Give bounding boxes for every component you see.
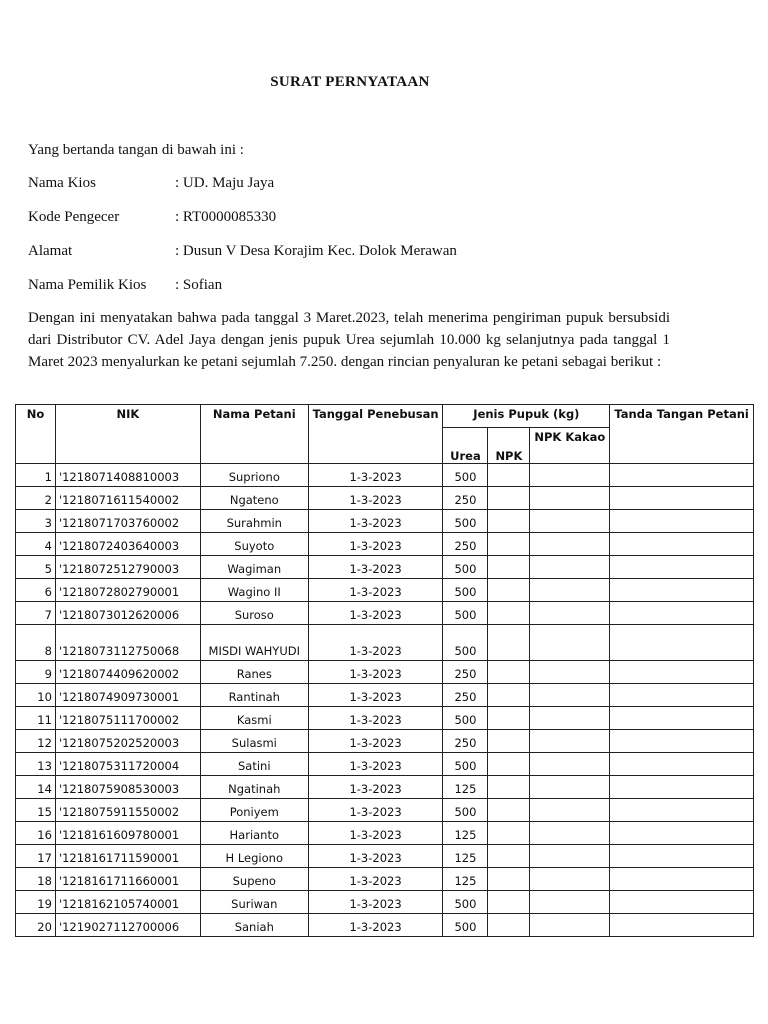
cell-nama-petani: MISDI WAHYUDI [200, 625, 308, 661]
cell-npk [488, 661, 530, 684]
cell-urea: 250 [443, 533, 488, 556]
cell-nik: '1218075311720004 [55, 753, 200, 776]
cell-nik: '1218071611540002 [55, 487, 200, 510]
cell-urea: 125 [443, 776, 488, 799]
table-row [16, 753, 754, 776]
cell-npk [488, 845, 530, 868]
table-row [16, 625, 754, 661]
table-row [16, 684, 754, 707]
cell-tanggal: 1-3-2023 [308, 464, 443, 487]
cell-nik: '1218162105740001 [55, 891, 200, 914]
cell-nama-petani: Rantinah [200, 684, 308, 707]
cell-tanggal: 1-3-2023 [308, 661, 443, 684]
cell-tanda-tangan [610, 625, 754, 661]
cell-tanggal: 1-3-2023 [308, 556, 443, 579]
cell-urea: 500 [443, 799, 488, 822]
statement-paragraph: Dengan ini menyatakan bahwa pada tanggal 3 Maret.2023, telah menerima pengiriman pupuk bersubsidi dari Distributor CV. Adel Jaya dengan jenis pupuk Urea sejumlah 10.000 kg selanjutnya pada tanggal 1 Maret 2023 menyalurkan ke petani sejumlah 7.250. dengan rincian penyaluran ke petani sebagai berikut : [28, 310, 670, 370]
cell-nik: '1218074909730001 [55, 684, 200, 707]
field-value: : Dusun V Desa Korajim Kec. Dolok Merawan [175, 243, 457, 259]
cell-no: 3 [16, 510, 56, 533]
header-npk: NPK [488, 428, 530, 464]
cell-tanggal: 1-3-2023 [308, 776, 443, 799]
cell-tanggal: 1-3-2023 [308, 845, 443, 868]
cell-tanggal: 1-3-2023 [308, 684, 443, 707]
cell-no: 7 [16, 602, 56, 625]
field-label: Kode Pengecer [28, 209, 120, 225]
cell-urea: 500 [443, 914, 488, 937]
cell-tanda-tangan [610, 602, 754, 625]
cell-nik: '1218161609780001 [55, 822, 200, 845]
cell-no: 8 [16, 625, 56, 661]
cell-no: 17 [16, 845, 56, 868]
cell-tanda-tangan [610, 579, 754, 602]
cell-urea: 500 [443, 579, 488, 602]
cell-npk-kakao [530, 556, 610, 579]
field-value: : UD. Maju Jaya [175, 175, 275, 191]
cell-tanggal: 1-3-2023 [308, 914, 443, 937]
cell-nik: '1218161711660001 [55, 868, 200, 891]
cell-tanggal: 1-3-2023 [308, 822, 443, 845]
cell-nik: '1218075202520003 [55, 730, 200, 753]
cell-urea: 500 [443, 625, 488, 661]
cell-npk-kakao [530, 707, 610, 730]
cell-npk [488, 914, 530, 937]
cell-no: 14 [16, 776, 56, 799]
cell-tanda-tangan [610, 707, 754, 730]
cell-tanda-tangan [610, 661, 754, 684]
cell-no: 11 [16, 707, 56, 730]
cell-npk [488, 533, 530, 556]
cell-npk [488, 464, 530, 487]
field-value: : RT0000085330 [175, 209, 277, 225]
cell-npk-kakao [530, 891, 610, 914]
header-nik: NIK [55, 405, 200, 464]
cell-npk-kakao [530, 776, 610, 799]
table-row [16, 556, 754, 579]
cell-nama-petani: H Legiono [200, 845, 308, 868]
cell-tanda-tangan [610, 464, 754, 487]
table-row [16, 868, 754, 891]
cell-nama-petani: Wagino II [200, 579, 308, 602]
cell-no: 20 [16, 914, 56, 937]
cell-nik: '1218073112750068 [55, 625, 200, 661]
cell-no: 16 [16, 822, 56, 845]
cell-nama-petani: Ngateno [200, 487, 308, 510]
table-row [16, 707, 754, 730]
distribution-table [15, 404, 754, 937]
cell-tanggal: 1-3-2023 [308, 730, 443, 753]
field-nama-pemilik [28, 277, 222, 294]
field-nama-kios [28, 175, 274, 192]
field-label: Alamat [28, 243, 73, 259]
cell-urea: 500 [443, 753, 488, 776]
cell-urea: 250 [443, 661, 488, 684]
cell-nik: '1218075111700002 [55, 707, 200, 730]
table-row [16, 776, 754, 799]
cell-nik: '1218071408810003 [55, 464, 200, 487]
cell-npk-kakao [530, 753, 610, 776]
cell-npk-kakao [530, 487, 610, 510]
table-row [16, 533, 754, 556]
cell-tanggal: 1-3-2023 [308, 510, 443, 533]
field-kode-pengecer [28, 209, 276, 226]
cell-no: 1 [16, 464, 56, 487]
table-row [16, 730, 754, 753]
cell-nik: '1218074409620002 [55, 661, 200, 684]
table-body [16, 464, 754, 937]
cell-urea: 500 [443, 602, 488, 625]
header-urea: Urea [443, 428, 488, 464]
cell-nik: '1218075908530003 [55, 776, 200, 799]
cell-no: 15 [16, 799, 56, 822]
cell-nik: '1218072512790003 [55, 556, 200, 579]
cell-urea: 250 [443, 684, 488, 707]
cell-nama-petani: Suriwan [200, 891, 308, 914]
cell-npk [488, 510, 530, 533]
cell-urea: 500 [443, 707, 488, 730]
cell-npk [488, 707, 530, 730]
cell-no: 2 [16, 487, 56, 510]
table-row [16, 510, 754, 533]
cell-npk-kakao [530, 533, 610, 556]
cell-tanggal: 1-3-2023 [308, 579, 443, 602]
cell-no: 4 [16, 533, 56, 556]
cell-npk-kakao [530, 579, 610, 602]
header-nama-petani: Nama Petani [200, 405, 308, 464]
cell-tanggal: 1-3-2023 [308, 625, 443, 661]
cell-urea: 125 [443, 845, 488, 868]
cell-nama-petani: Kasmi [200, 707, 308, 730]
table-row [16, 845, 754, 868]
cell-npk [488, 487, 530, 510]
cell-npk [488, 822, 530, 845]
field-value: : Sofian [175, 277, 223, 293]
cell-urea: 125 [443, 822, 488, 845]
cell-tanda-tangan [610, 556, 754, 579]
cell-tanda-tangan [610, 799, 754, 822]
cell-tanda-tangan [610, 822, 754, 845]
table-row [16, 661, 754, 684]
cell-npk [488, 753, 530, 776]
cell-npk [488, 868, 530, 891]
cell-nama-petani: Suyoto [200, 533, 308, 556]
cell-tanggal: 1-3-2023 [308, 707, 443, 730]
cell-no: 9 [16, 661, 56, 684]
cell-nama-petani: Surahmin [200, 510, 308, 533]
cell-no: 19 [16, 891, 56, 914]
cell-nik: '1218161711590001 [55, 845, 200, 868]
cell-nama-petani: Wagiman [200, 556, 308, 579]
cell-npk [488, 625, 530, 661]
cell-nama-petani: Harianto [200, 822, 308, 845]
cell-npk [488, 602, 530, 625]
cell-nik: '1218075911550002 [55, 799, 200, 822]
cell-npk-kakao [530, 684, 610, 707]
cell-nik: '1218073012620006 [55, 602, 200, 625]
cell-tanggal: 1-3-2023 [308, 602, 443, 625]
header-no: No [16, 405, 56, 464]
cell-tanda-tangan [610, 684, 754, 707]
cell-tanda-tangan [610, 845, 754, 868]
cell-nik: '1218072802790001 [55, 579, 200, 602]
cell-tanda-tangan [610, 776, 754, 799]
cell-nama-petani: Supeno [200, 868, 308, 891]
cell-tanggal: 1-3-2023 [308, 868, 443, 891]
cell-nama-petani: Poniyem [200, 799, 308, 822]
cell-no: 18 [16, 868, 56, 891]
cell-npk-kakao [530, 914, 610, 937]
cell-tanda-tangan [610, 533, 754, 556]
table-row [16, 799, 754, 822]
cell-no: 5 [16, 556, 56, 579]
cell-urea: 500 [443, 510, 488, 533]
cell-tanda-tangan [610, 891, 754, 914]
cell-no: 10 [16, 684, 56, 707]
cell-tanggal: 1-3-2023 [308, 891, 443, 914]
cell-tanda-tangan [610, 730, 754, 753]
table-row [16, 914, 754, 937]
cell-nama-petani: Ngatinah [200, 776, 308, 799]
cell-npk [488, 776, 530, 799]
cell-nik: '1218071703760002 [55, 510, 200, 533]
cell-nama-petani: Supriono [200, 464, 308, 487]
cell-nama-petani: Saniah [200, 914, 308, 937]
cell-npk [488, 891, 530, 914]
cell-npk-kakao [530, 730, 610, 753]
cell-tanda-tangan [610, 868, 754, 891]
header-tanda-tangan: Tanda Tangan Petani [610, 405, 754, 464]
cell-npk-kakao [530, 464, 610, 487]
cell-npk-kakao [530, 510, 610, 533]
field-label: Nama Pemilik Kios [28, 277, 147, 293]
cell-tanggal: 1-3-2023 [308, 753, 443, 776]
cell-urea: 125 [443, 868, 488, 891]
cell-tanda-tangan [610, 914, 754, 937]
table-row [16, 487, 754, 510]
cell-urea: 250 [443, 730, 488, 753]
cell-no: 12 [16, 730, 56, 753]
cell-nama-petani: Satini [200, 753, 308, 776]
table-row [16, 891, 754, 914]
header-tanggal-penebusan: Tanggal Penebusan [308, 405, 443, 464]
cell-tanggal: 1-3-2023 [308, 487, 443, 510]
cell-npk [488, 579, 530, 602]
cell-npk-kakao [530, 661, 610, 684]
cell-npk [488, 730, 530, 753]
header-jenis-pupuk: Jenis Pupuk (kg) [443, 405, 610, 428]
cell-tanggal: 1-3-2023 [308, 533, 443, 556]
cell-nama-petani: Suroso [200, 602, 308, 625]
cell-urea: 500 [443, 464, 488, 487]
table-row [16, 464, 754, 487]
cell-tanda-tangan [610, 510, 754, 533]
cell-urea: 500 [443, 891, 488, 914]
cell-nik: '1218072403640003 [55, 533, 200, 556]
cell-tanggal: 1-3-2023 [308, 799, 443, 822]
cell-urea: 500 [443, 556, 488, 579]
cell-tanda-tangan [610, 753, 754, 776]
cell-urea: 250 [443, 487, 488, 510]
document-title: SURAT PERNYATAAN [270, 74, 430, 90]
cell-npk [488, 799, 530, 822]
header-npk-kakao: NPK Kakao [530, 428, 610, 464]
cell-npk [488, 556, 530, 579]
cell-no: 6 [16, 579, 56, 602]
table-row [16, 822, 754, 845]
field-alamat [28, 243, 457, 260]
cell-nama-petani: Sulasmi [200, 730, 308, 753]
cell-no: 13 [16, 753, 56, 776]
cell-nik: '1219027112700006 [55, 914, 200, 937]
cell-npk [488, 684, 530, 707]
cell-npk-kakao [530, 602, 610, 625]
field-label: Nama Kios [28, 175, 96, 191]
table-row [16, 579, 754, 602]
cell-npk-kakao [530, 822, 610, 845]
cell-tanda-tangan [610, 487, 754, 510]
cell-npk-kakao [530, 799, 610, 822]
table-row [16, 602, 754, 625]
intro-text: Yang bertanda tangan di bawah ini : [28, 142, 244, 158]
cell-npk-kakao [530, 625, 610, 661]
cell-npk-kakao [530, 868, 610, 891]
cell-nama-petani: Ranes [200, 661, 308, 684]
cell-npk-kakao [530, 845, 610, 868]
